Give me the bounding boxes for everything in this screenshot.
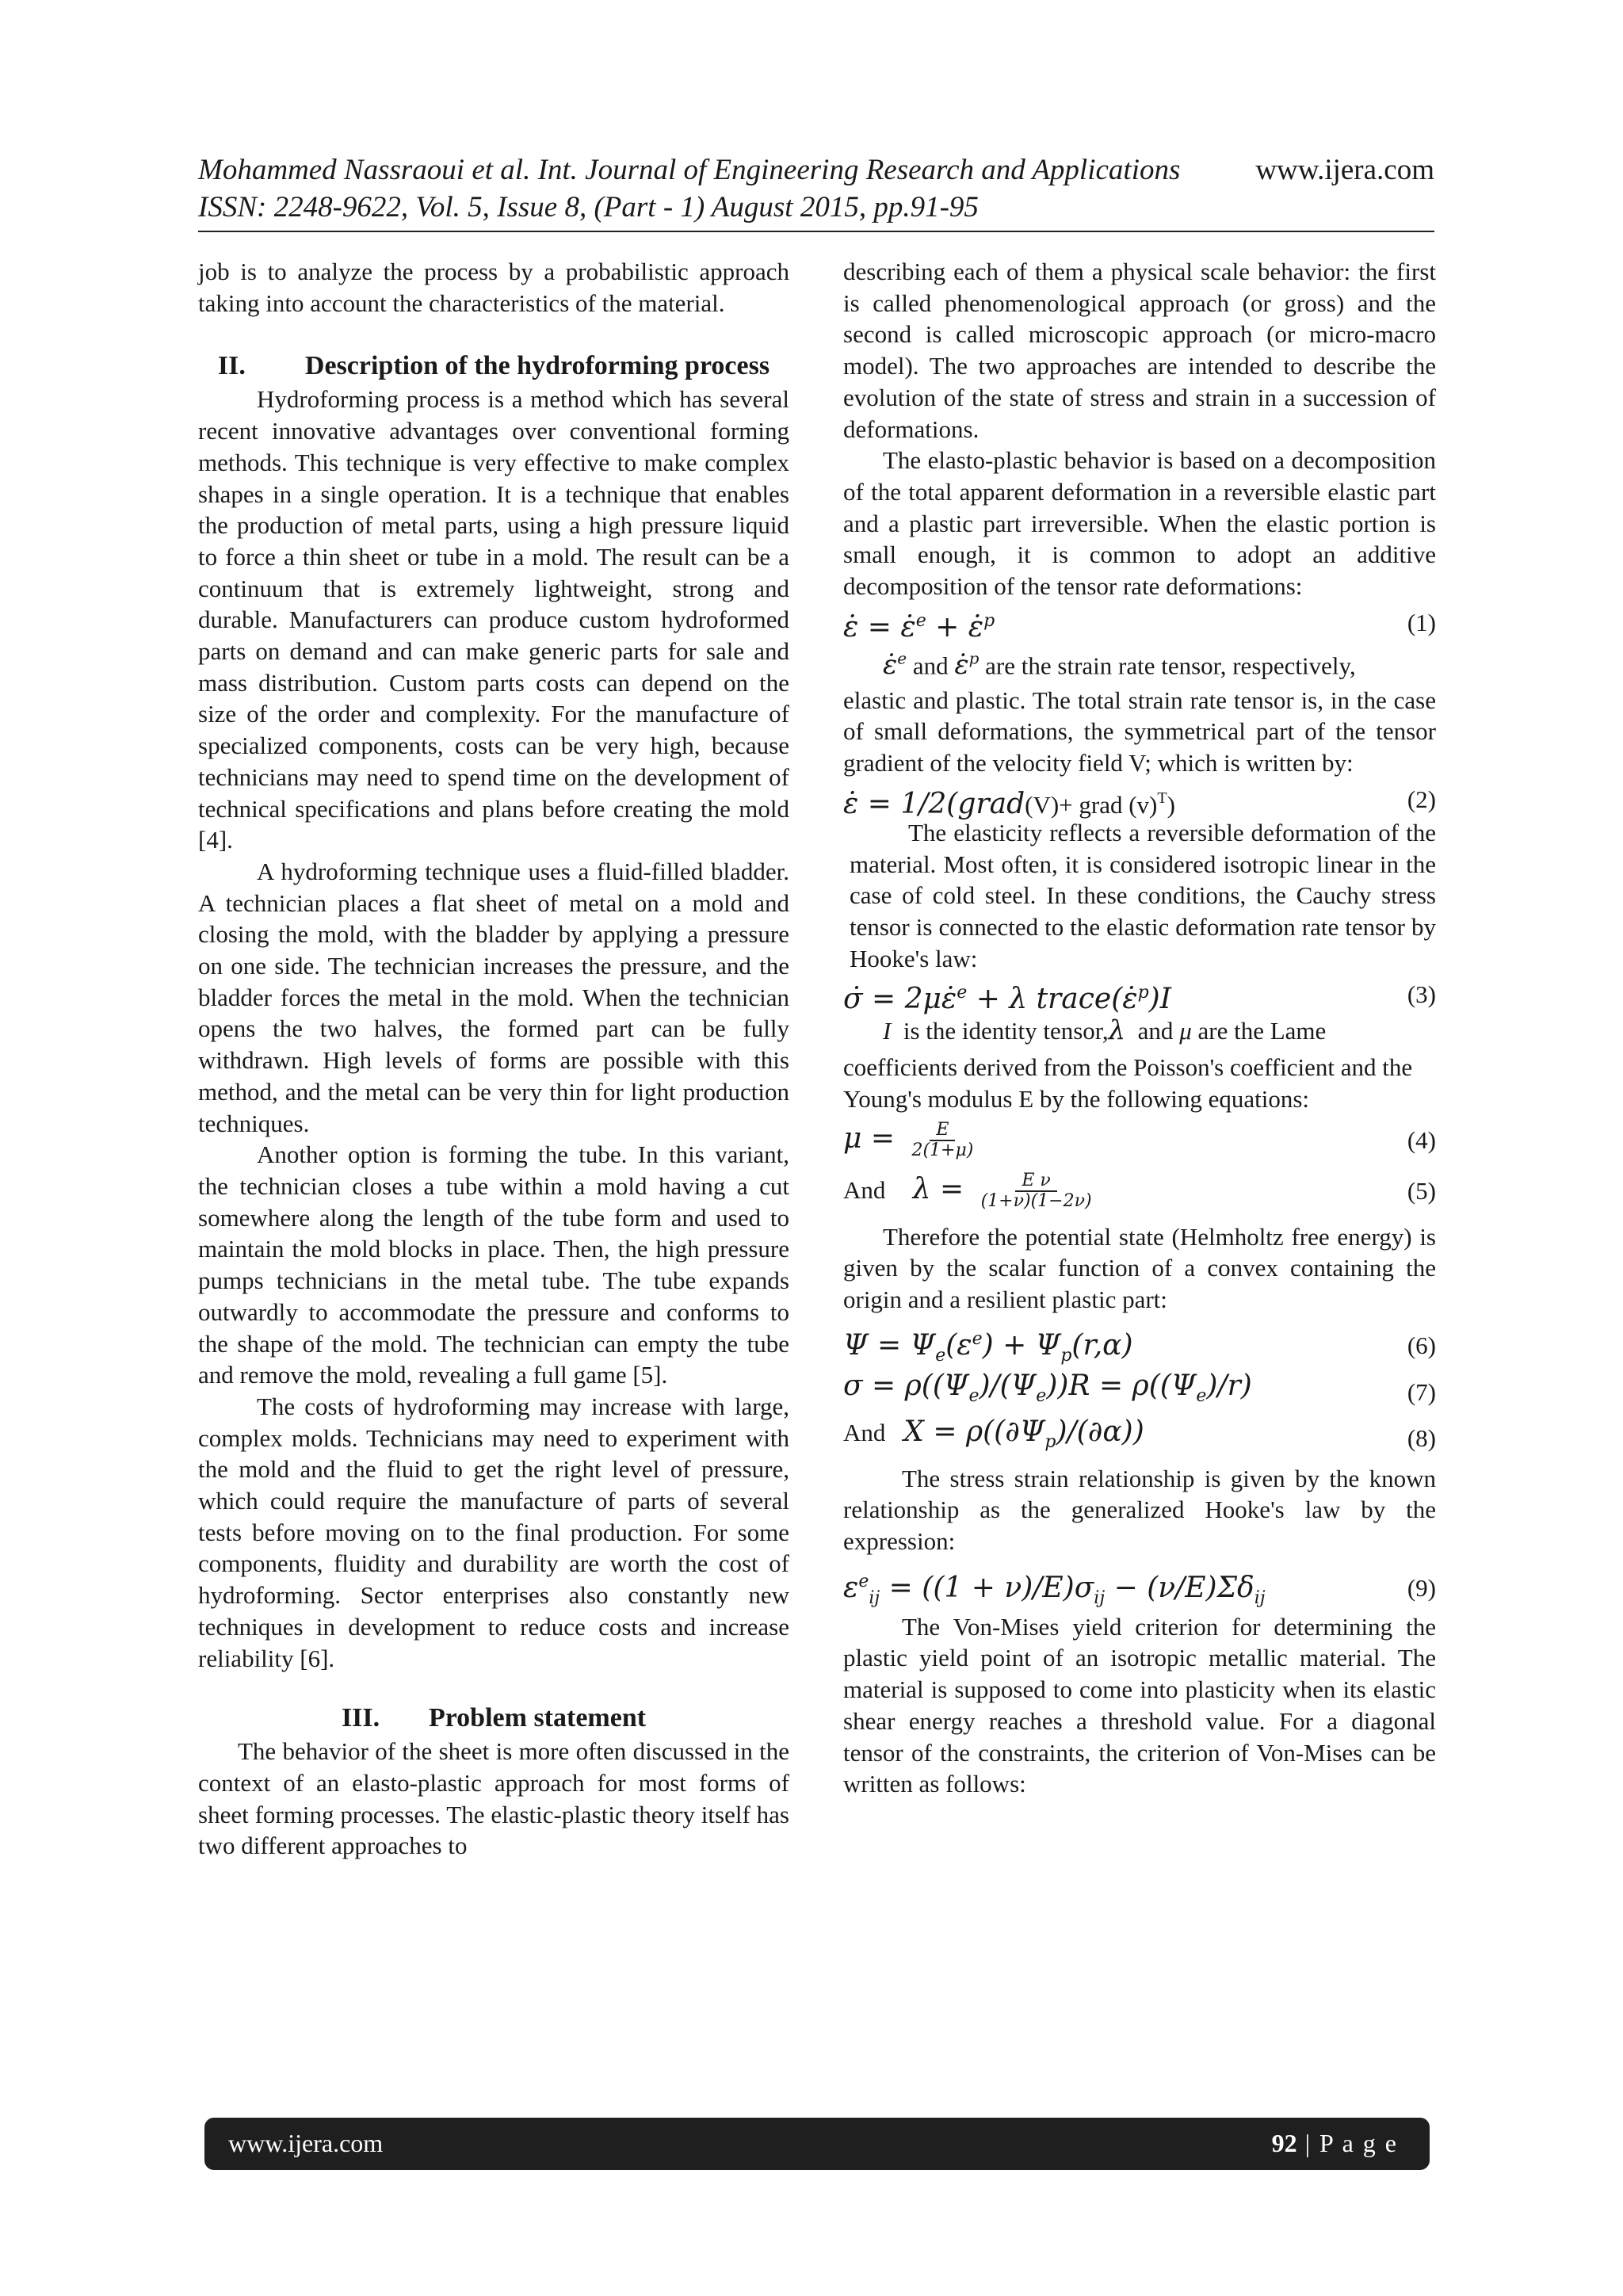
paragraph: The costs of hydroforming may increase with large, complex molds. Technicians may need to experiment with the mold and the fluid to get the right level of pressure, which could require the manufacture of parts of several tests before moving on to the final production. For some components, fluidity and durability are worth the cost of hydroforming. Sector enterprises also constantly new techniques in development to reduce costs and increase reliability [6].: [198, 1392, 789, 1672]
section-number: II.: [217, 351, 246, 381]
paragraph: The elasto-plastic behavior is based on a decomposition of the total apparent deformation in a reversible elastic part and a plastic part irreversible. When the elastic portion is small enough, it is common to adopt an additive decomposition of the tensor rate deformations:: [843, 446, 1436, 601]
paragraph: The behavior of the sheet is more often discussed in the context of an elasto-plastic approach for most forms of sheet forming processes. The elastic-plastic theory itself has two different approaches to: [198, 1737, 789, 1860]
equation-number: (6): [1407, 1331, 1436, 1359]
equation-number: (1): [1407, 608, 1436, 636]
section-title: Problem statement: [428, 1703, 647, 1733]
equation-number: (9): [1407, 1573, 1436, 1602]
page-header: [198, 153, 1434, 232]
section-number: III.: [341, 1703, 380, 1733]
header-issn: ISSN: 2248-9622, Vol. 5, Issue 8, (Part - 1) August 2015, pp.91-95: [198, 191, 979, 223]
equation-4: μ = $\frac{E}{2(1+\mu)}$ (4): [843, 1115, 1436, 1163]
footer-site-link[interactable]: www.ijera.com: [228, 2129, 384, 2157]
paragraph: A hydroforming technique uses a fluid-filled bladder. A technician places a flat sheet of metal on a mold and closing the mold, with the bladder by applying a pressure on one side. The technician increases the pressure, and the bladder forces the metal in the mold. When the technician opens the two halves, the formed part can be fully withdrawn. High levels of forms are possible with this method, and the metal can be very thin for light production techniques.: [198, 857, 789, 1137]
equation-2: ε̇ = 1/2(grad(V)+ grad $(v)^T$) (2): [843, 779, 1436, 817]
equation-5: And λ = $\frac{\text{E ν}}{(1+\nu)(1-2\nu)}$ (5): [843, 1163, 1436, 1217]
paragraph: coefficients derived from the Poisson's coefficient and the Young's modulus E by the following equations:: [843, 1053, 1413, 1113]
equation-8: And $X = \rho((\partial\Psi_p)/(\partial\alpha))$ (8): [843, 1409, 1436, 1455]
equation-7: $\sigma = \rho((\Psi_e)/(\Psi_e))R = \rho((\Psi_e)/r)$ (7): [843, 1363, 1436, 1409]
paragraph: describing each of them a physical scale behavior: the first is called phenomenological approach (or gross) and the second is called microscopic approach (or micro-macro model). The two approaches are intended to describe the evolution of the state of stress and strain in a succession of deformations.: [843, 258, 1436, 443]
equation-number: (4): [1407, 1125, 1436, 1154]
paragraph: The Von-Mises yield criterion for determining the plastic yield point of an isotropic metallic material. The material is supposed to come into plasticity when its elastic shear energy reaches a threshold value. For a diagonal tensor of the constraints, the criterion of Von-Mises can be written as follows:: [843, 1612, 1436, 1798]
left-column: [198, 256, 789, 1862]
header-authors-journal: Mohammed Nassraoui et al. Int. Journal of Engineering Research and Applications: [198, 154, 1181, 186]
equation-9: $\varepsilon^e_{ij} = ((1 + \nu)/E)\sigma_{ij} - (\nu/E)\Sigma\delta_{ij}$ (9): [843, 1557, 1436, 1606]
equation-number: (7): [1407, 1377, 1436, 1406]
equation-number: (5): [1407, 1176, 1436, 1205]
equation-3: σ̇ = 2με̇$^e$ + λ trace(ε̇$^p$)I (3): [843, 974, 1436, 1012]
equation-number: (2): [1407, 785, 1436, 813]
paragraph: job is to analyze the process by a probabilistic approach taking into account the characteristics of the material.: [198, 258, 789, 317]
paragraph: I is the identity tensor,λ and μ are the Lame: [883, 1014, 1327, 1047]
section-heading-2: [198, 349, 789, 384]
section-title: Description of the hydroforming process: [304, 351, 770, 381]
equation-1: ε̇ = ε̇$^e$ + ε̇$^p$ (1): [843, 602, 1436, 640]
header-site-link[interactable]: www.ijera.com: [1255, 154, 1434, 186]
page-footer: [204, 2118, 1430, 2170]
equation-number: (3): [1407, 980, 1436, 1009]
section-heading-3: [198, 1701, 789, 1736]
right-column: [843, 256, 1436, 1800]
paragraph: elastic and plastic. The total strain rate tensor is, in the case of small deformations, the symmetrical part of the tensor gradient of the velocity field V; which is written by:: [843, 686, 1436, 777]
paragraph: The elasticity reflects a reversible deformation of the material. Most often, it is considered isotropic linear in the case of cold steel. In these conditions, the Cauchy stress tensor is connected to the elastic deformation rate tensor by Hooke's law:: [850, 818, 1436, 972]
paragraph: ε̇$^e$ and ε̇$^p$ are the strain rate tensor, respectively,: [883, 648, 1356, 682]
page-number: 92 | P a g e: [1271, 2129, 1398, 2157]
equation-6: $\Psi = \Psi_e(\varepsilon^e) + \Psi_p(r,\alpha)$ (6): [843, 1316, 1436, 1363]
paragraph: Another option is forming the tube. In this variant, the technician closes a tube within a mold having a cut somewhere along the length of the tube form and used to maintain the mold blocks in place. Then, the high pressure pumps technicians in the metal tube. The tube expands outwardly to accommodate the pressure and conforms to the shape of the mold. The technician can empty the tube and remove the mold, revealing a full game [5].: [198, 1140, 789, 1389]
paragraph: Therefore the potential state (Helmholtz free energy) is given by the scalar function of a convex containing the origin and a resilient plastic part:: [843, 1222, 1436, 1313]
paragraph: Hydroforming process is a method which has several recent innovative advantages over conventional forming methods. This technique is very effective to make complex shapes in a single operation. It is a technique that enables the production of metal parts, using a high pressure liquid to force a thin sheet or tube in a mold. The result can be a continuum that is extremely lightweight, strong and durable. Manufacturers can produce custom hydroformed parts on demand and can make generic parts for sale and mass distribution. Custom parts costs can depend on the size of the order and complexity. For the manufacture of specialized components, costs can be very high, because technicians may need to spend time on the development of technical specifications and plans before creating the mold [4].: [198, 385, 789, 854]
paragraph: The stress strain relationship is given by the known relationship as the generalized Hooke's law by the expression:: [843, 1464, 1436, 1556]
equation-number: (8): [1407, 1423, 1436, 1452]
